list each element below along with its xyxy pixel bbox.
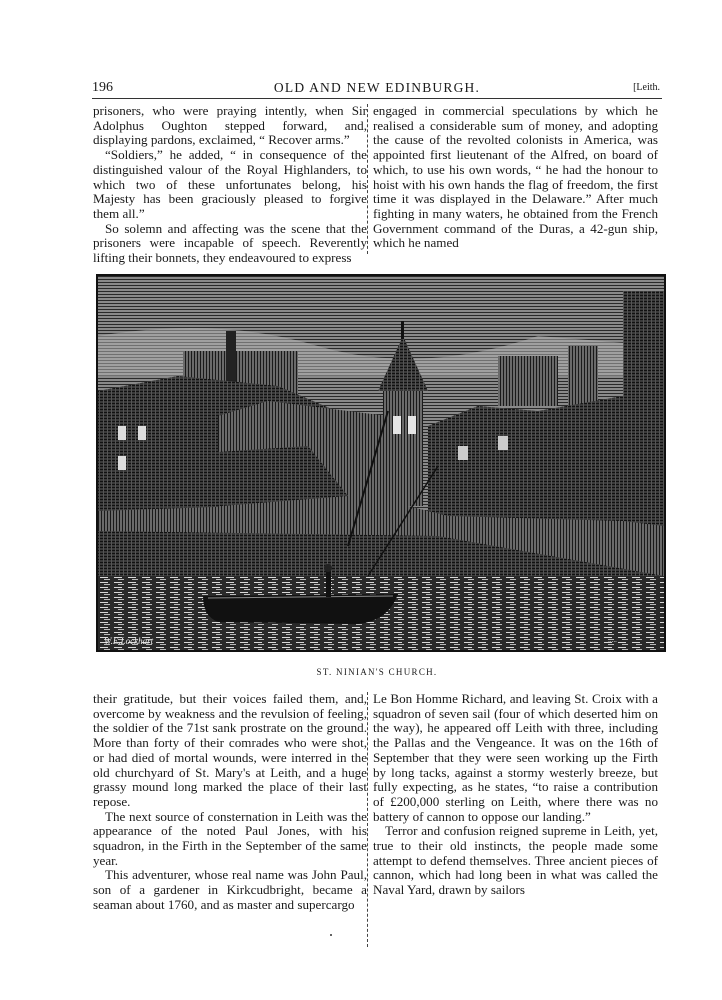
print-speck [330, 934, 332, 936]
column-top-left [93, 104, 367, 266]
paragraph: Le Bon Homme Richard, and leaving St. Croix with a squadron of seven sail (four of which deserted him on the way), he appeared off Leith with three, including the Pallas and the Vengeance. It was on the 16th of September that they were seen working up the Firth by long tacks, against a stormy westerly breeze, but fully expecting, as he states, “to raise a contribution of £200,000 sterling on Leith, where there was no battery of cannon to oppose our landing.” [373, 691, 658, 824]
paragraph: So solemn and affecting was the scene that the prisoners were incapable of speech. Reverently lifting their bonnets, they endeavoured to express [93, 220, 367, 266]
column-bottom-left [93, 692, 367, 913]
engraving-image [98, 276, 664, 650]
paragraph: Terror and confusion reigned supreme in Leith, yet, true to their old instincts, the people made some attempt to defend themselves. Three ancient pieces of cannon, which had long been in what was called the Naval Yard, drawn by sailors [373, 823, 658, 898]
paragraph: This adventurer, whose real name was John Paul, son of a gardener in Kirkcudbright, became a seaman about 1760, and as master and supercargo [93, 867, 367, 912]
svg-text:·····: ····· [608, 638, 617, 646]
running-title: OLD AND NEW EDINBURGH. [273, 80, 481, 95]
paragraph: their gratitude, but their voices failed them, and, overcome by weakness and the revulsion of feeling, the soldier of the 71st sank prostrate on the ground. More than forty of their comrades who were shot, or had died of mortal wounds, were interred in the old churchyard of St. Mary's at Leith, and a huge grassy mound long marked the place of their last repose. [93, 691, 367, 809]
page-number: 196 [92, 80, 113, 95]
running-header [92, 78, 662, 99]
paragraph: The next source of consternation in Leith was the appearance of the noted Paul Jones, with his squadron, in the Firth in the September of the same year. [93, 808, 367, 868]
illustration-caption: ST. NINIAN'S CHURCH. [316, 667, 438, 677]
svg-text:W.E.Lockhart: W.E.Lockhart [104, 636, 154, 646]
column-top-right [373, 104, 658, 251]
illustration-st-ninians-church [96, 274, 666, 652]
paragraph: engaged in commercial speculations by which he realised a considerable sum of money, and adopting the cause of the revolted colonists in America, was appointed first lieutenant of the Alfred, on board of which, to use his own words, “ he had the honour to hoist with his own hands the flag of freedom, the first time it was displayed in the Delaware.” After much fighting in many waters, he obtained from the French Government command of the Duras, a 42-gun ship, which he named [373, 103, 658, 251]
section-label: [Leith. [633, 82, 660, 93]
paragraph: “Soldiers,” he added, “ in consequence of the distinguished valour of the Royal Highlanders, to which two of these unfortunates belong, his Majesty has been graciously pleased to forgive them all.” [93, 147, 367, 221]
paragraph: prisoners, who were praying intently, when Sir Adolphus Oughton stepped forward, and, displaying pardons, exclaimed, “ Recover arms.” [93, 103, 367, 148]
column-bottom-right [373, 692, 658, 898]
column-divider [367, 104, 369, 254]
column-divider [367, 692, 369, 947]
